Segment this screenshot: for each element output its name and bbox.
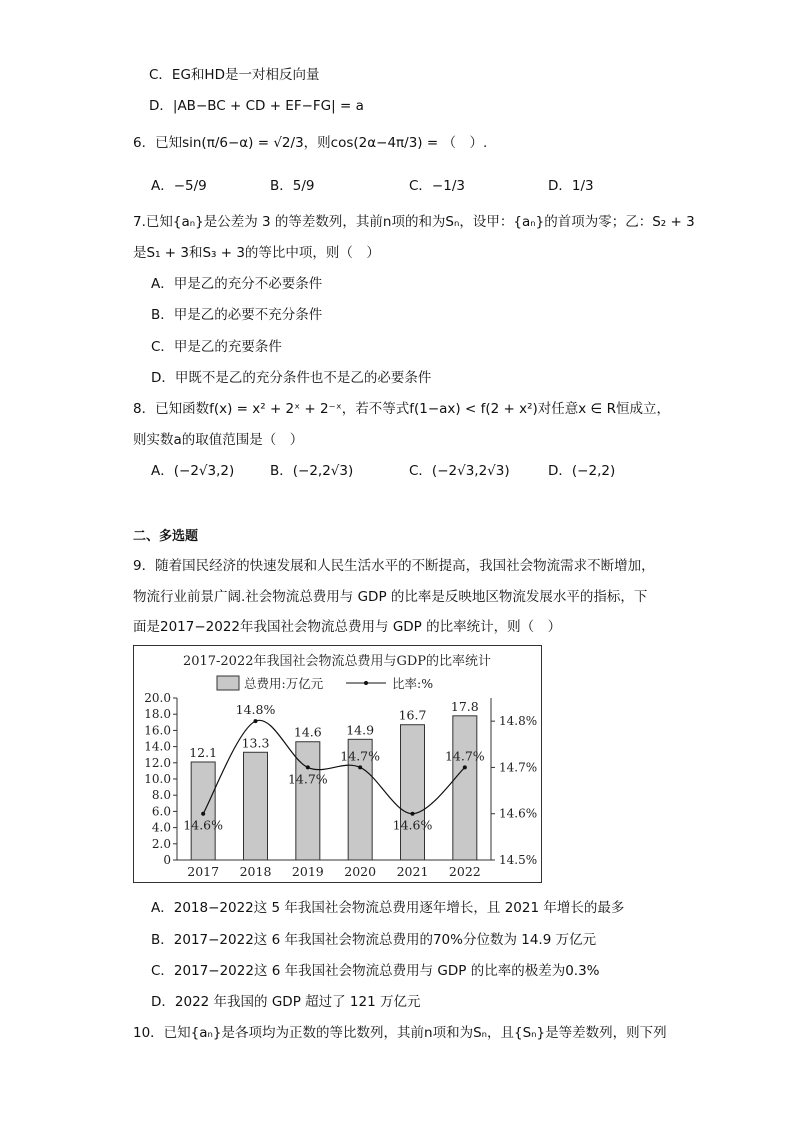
x-tick-label: 2018 xyxy=(239,864,272,879)
left-tick-label: 10.0 xyxy=(144,772,171,786)
ratio-value-label: 14.6% xyxy=(183,817,224,833)
bar-value-label: 16.7 xyxy=(398,707,427,723)
left-tick-label: 14.0 xyxy=(144,739,171,754)
q9-option-b: B．2017−2022这 6 年我国社会物流总费用的70%分位数为 14.9 万亿元 xyxy=(151,932,597,948)
ratio-value-label: 14.8% xyxy=(235,702,276,718)
ratio-value-label: 14.7% xyxy=(340,748,381,764)
q6-option-a: A．−5/9 xyxy=(151,178,207,194)
q8-option-b: B．(−2,2√3) xyxy=(270,463,354,479)
legend-line-marker xyxy=(364,681,368,685)
right-tick-label: 14.7% xyxy=(499,760,538,775)
q9-option-c: C．2017−2022这 6 年我国社会物流总费用与 GDP 的比率的极差为0.3% xyxy=(151,963,600,979)
bar-2018 xyxy=(244,752,268,860)
ratio-point-2022 xyxy=(463,765,467,769)
bar-value-label: 14.6 xyxy=(293,724,322,740)
q9-stem-line2: 物流行业前景广阔.社会物流总费用与 GDP 的比率是反映地区物流发展水平的指标，下 xyxy=(133,589,648,605)
chart-frame xyxy=(133,645,542,883)
bar-value-label: 13.3 xyxy=(241,735,270,751)
left-tick-label: 20.0 xyxy=(144,691,171,705)
q9-stem-line1: 9．随着国民经济的快速发展和人民生活水平的不断提高，我国社会物流需求不断增加， xyxy=(133,558,655,574)
x-tick-label: 2022 xyxy=(448,864,481,879)
left-tick-label: 18.0 xyxy=(144,707,171,722)
ratio-point-2019 xyxy=(306,765,310,769)
q6-stem: 6．已知sin(π/6−α) = √2/3，则cos(2α−4π/3) = （ ）. xyxy=(133,135,488,151)
q9-option-a: A．2018−2022这 5 年我国社会物流总费用逐年增长，且 2021 年增长的最多 xyxy=(151,900,625,916)
ratio-point-2020 xyxy=(358,765,362,769)
q7-option-a: A．甲是乙的充分不必要条件 xyxy=(151,276,323,292)
right-tick-label: 14.6% xyxy=(499,806,538,821)
ratio-point-2021 xyxy=(411,812,415,816)
q6-option-b: B．5/9 xyxy=(270,178,315,194)
q9-option-d: D．2022 年我国的 GDP 超过了 121 万亿元 xyxy=(151,994,421,1010)
ratio-line xyxy=(203,720,465,813)
left-tick-label: 2.0 xyxy=(151,836,171,851)
ratio-point-2017 xyxy=(201,812,205,816)
q6-option-d: D．1/3 xyxy=(548,178,594,194)
ratio-point-2018 xyxy=(254,719,258,723)
q7-stem-line1: 7.已知{aₙ}是公差为 3 的等差数列，其前n项的和为Sₙ，设甲：{aₙ}的首项为零；乙：S₂ + 3 xyxy=(133,214,695,230)
x-tick-label: 2017 xyxy=(187,864,220,879)
q8-option-d: D．(−2,2) xyxy=(548,463,616,479)
ratio-value-label: 14.7% xyxy=(444,748,485,764)
q5-option-d: D．|AB−BC + CD + EF−FG| = a xyxy=(149,98,364,114)
legend-line-label: 比率:% xyxy=(392,676,434,691)
q8-stem-line2: 则实数a的取值范围是（ ） xyxy=(133,432,304,448)
section-title-multi-choice: 二、多选题 xyxy=(133,529,199,544)
q7-option-b: B．甲是乙的必要不充分条件 xyxy=(151,307,323,323)
left-tick-label: 8.0 xyxy=(151,788,171,803)
legend-bar-swatch xyxy=(217,676,239,690)
bar-2021 xyxy=(401,725,425,860)
q8-option-a: A．(−2√3,2) xyxy=(151,463,235,479)
bar-2019 xyxy=(296,742,320,860)
q9-stem-line3: 面是2017−2022年我国社会物流总费用与 GDP 的比率统计，则（ ） xyxy=(133,619,562,635)
right-tick-label: 14.5% xyxy=(499,853,538,867)
x-tick-label: 2021 xyxy=(396,864,429,879)
q7-option-d: D．甲既不是乙的充分条件也不是乙的必要条件 xyxy=(151,370,432,386)
bar-value-label: 17.8 xyxy=(450,698,479,714)
q8-stem-line1: 8．已知函数f(x) = x² + 2ˣ + 2⁻ˣ，若不等式f(1−ax) < f(2 + x²)对任意x ∈ R恒成立， xyxy=(133,401,670,417)
left-tick-label: 0 xyxy=(163,853,171,867)
x-tick-label: 2019 xyxy=(291,864,324,879)
left-tick-label: 12.0 xyxy=(144,755,171,770)
chart-plot-area xyxy=(144,691,537,879)
q6-option-c: C．−1/3 xyxy=(409,178,465,194)
right-tick-label: 14.8% xyxy=(499,714,538,729)
left-tick-label: 16.0 xyxy=(144,723,171,738)
bar-value-label: 12.1 xyxy=(189,744,218,760)
chart-title: 2017-2022年我国社会物流总费用与GDP的比率统计 xyxy=(182,654,492,669)
ratio-value-label: 14.6% xyxy=(392,817,433,833)
ratio-value-label: 14.7% xyxy=(287,771,328,787)
q5-option-c: C．EG和HD是一对相反向量 xyxy=(149,67,320,83)
q10-stem-line1: 10．已知{aₙ}是各项均为正数的等比数列，其前n项和为Sₙ，且{Sₙ}是等差数列，则下列 xyxy=(133,1025,667,1041)
ratio-bar-line-chart xyxy=(134,646,541,882)
bar-value-label: 14.9 xyxy=(346,722,375,738)
left-tick-label: 4.0 xyxy=(151,820,171,835)
left-tick-label: 6.0 xyxy=(151,804,171,819)
q7-option-c: C．甲是乙的充要条件 xyxy=(151,339,282,355)
q8-option-c: C．(−2√3,2√3) xyxy=(409,463,510,479)
x-tick-label: 2020 xyxy=(344,864,377,879)
bar-2017 xyxy=(191,762,215,860)
legend-bar-label: 总费用:万亿元 xyxy=(244,676,324,691)
bar-2022 xyxy=(453,716,477,860)
q7-stem-line2: 是S₁ + 3和S₃ + 3的等比中项，则（ ） xyxy=(133,245,380,261)
